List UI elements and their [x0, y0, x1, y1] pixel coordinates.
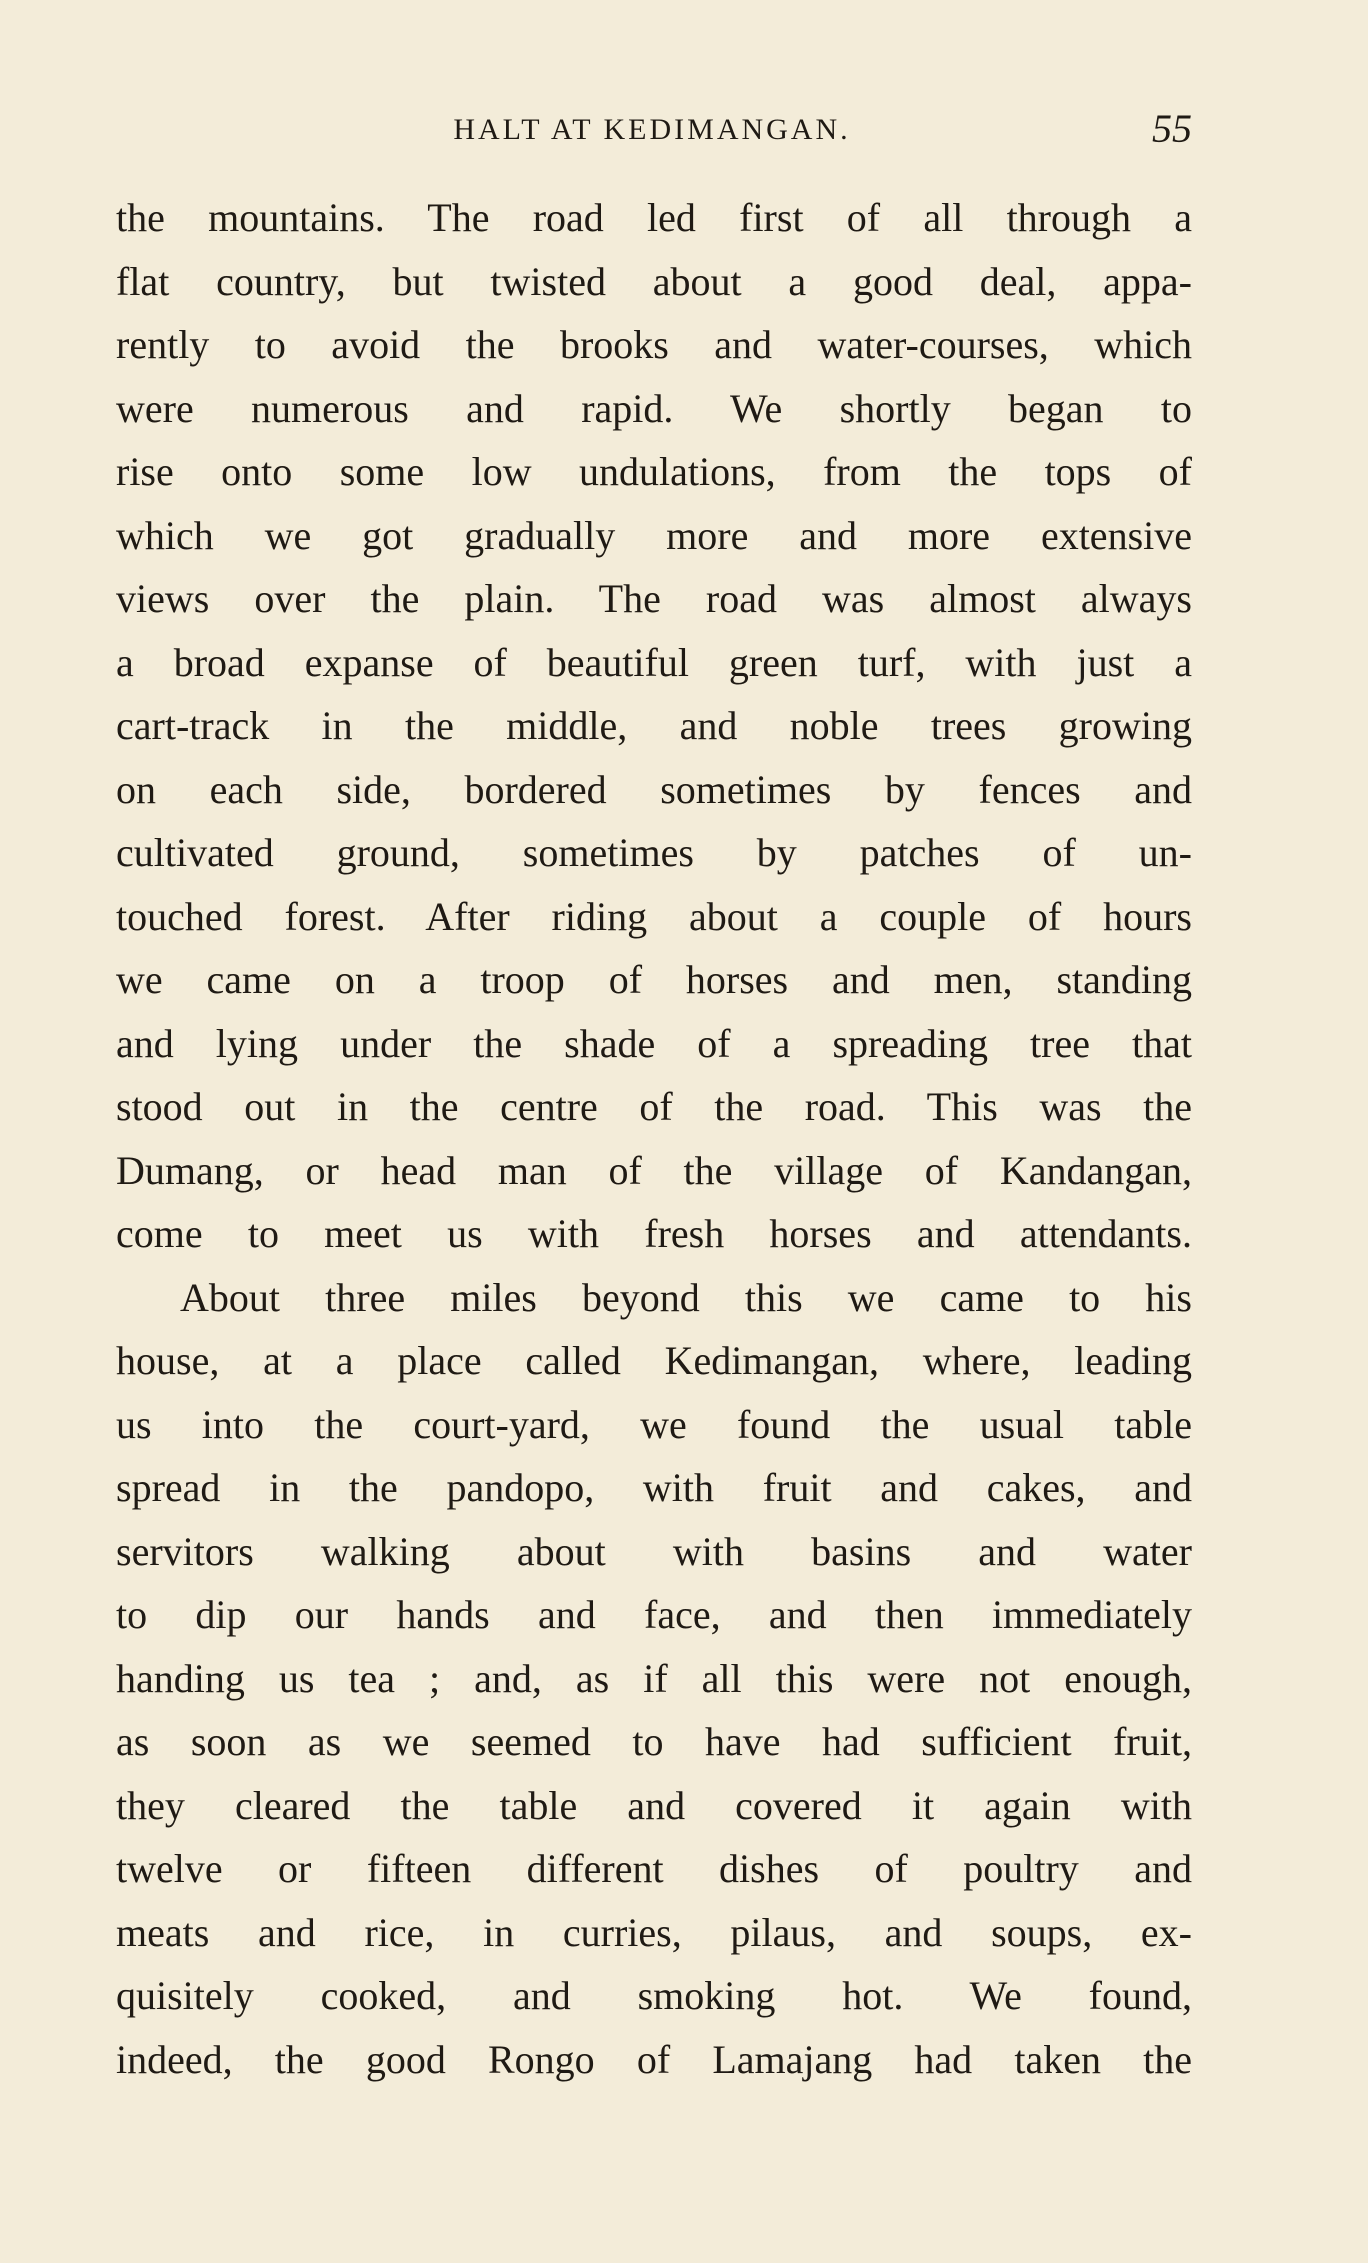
text-line: rise onto some low undulations, from the tops of [116, 449, 1192, 494]
text-line: spread in the pandopo, with fruit and cakes, and [116, 1465, 1192, 1510]
text-line: come to meet us with fresh horses and attendants. [116, 1211, 1192, 1256]
text-line: us into the court-yard, we found the usual table [116, 1401, 1192, 1447]
text-line: to dip our hands and face, and then immediately [116, 1592, 1192, 1637]
text-line: cart-track in the middle, and noble trees growing [116, 703, 1192, 748]
text-line: they cleared the table and covered it again with [116, 1782, 1192, 1828]
text-line: house, at a place called Kedimangan, where, leading [116, 1338, 1192, 1383]
running-title: HALT AT KEDIMANGAN. [453, 113, 851, 146]
text-line: which we got gradually more and more extensive [116, 512, 1192, 558]
text-line: Dumang, or head man of the village of Kandangan, [116, 1147, 1192, 1193]
text-line: quisitely cooked, and smoking hot. We found, [116, 1973, 1192, 2018]
text-line: on each side, bordered sometimes by fences and [116, 766, 1192, 812]
text-line: as soon as we seemed to have had sufficient fruit, [116, 1719, 1192, 1764]
text-line: meats and rice, in curries, pilaus, and soups, ex- [116, 1909, 1192, 1955]
text-line: touched forest. After riding about a couple of hours [116, 893, 1192, 939]
page-number: 55 [1152, 106, 1192, 151]
text-line: stood out in the centre of the road. This was the [116, 1084, 1192, 1129]
text-line: views over the plain. The road was almost always [116, 576, 1192, 621]
text-line: and lying under the shade of a spreading tree that [116, 1020, 1192, 1066]
running-head [112, 105, 1192, 155]
text-line: were numerous and rapid. We shortly began to [116, 385, 1192, 431]
text-line: twelve or fifteen different dishes of poultry and [116, 1846, 1192, 1891]
text-line: the mountains. The road led first of all through a [116, 195, 1192, 240]
text-line: a broad expanse of beautiful green turf, with just a [116, 639, 1192, 685]
text-line: we came on a troop of horses and men, standing [116, 957, 1192, 1002]
text-line: indeed, the good Rongo of Lamajang had taken the [116, 2036, 1192, 2082]
body-text [116, 186, 1192, 2091]
text-line: About three miles beyond this we came to his [180, 1274, 1192, 1320]
text-line: cultivated ground, sometimes by patches of un- [116, 830, 1192, 875]
text-line: handing us tea ; and, as if all this were not enough, [116, 1655, 1192, 1701]
text-line: rently to avoid the brooks and water-courses, which [116, 322, 1192, 367]
text-line: flat country, but twisted about a good deal, appa- [116, 258, 1192, 304]
text-line: servitors walking about with basins and water [116, 1528, 1192, 1574]
